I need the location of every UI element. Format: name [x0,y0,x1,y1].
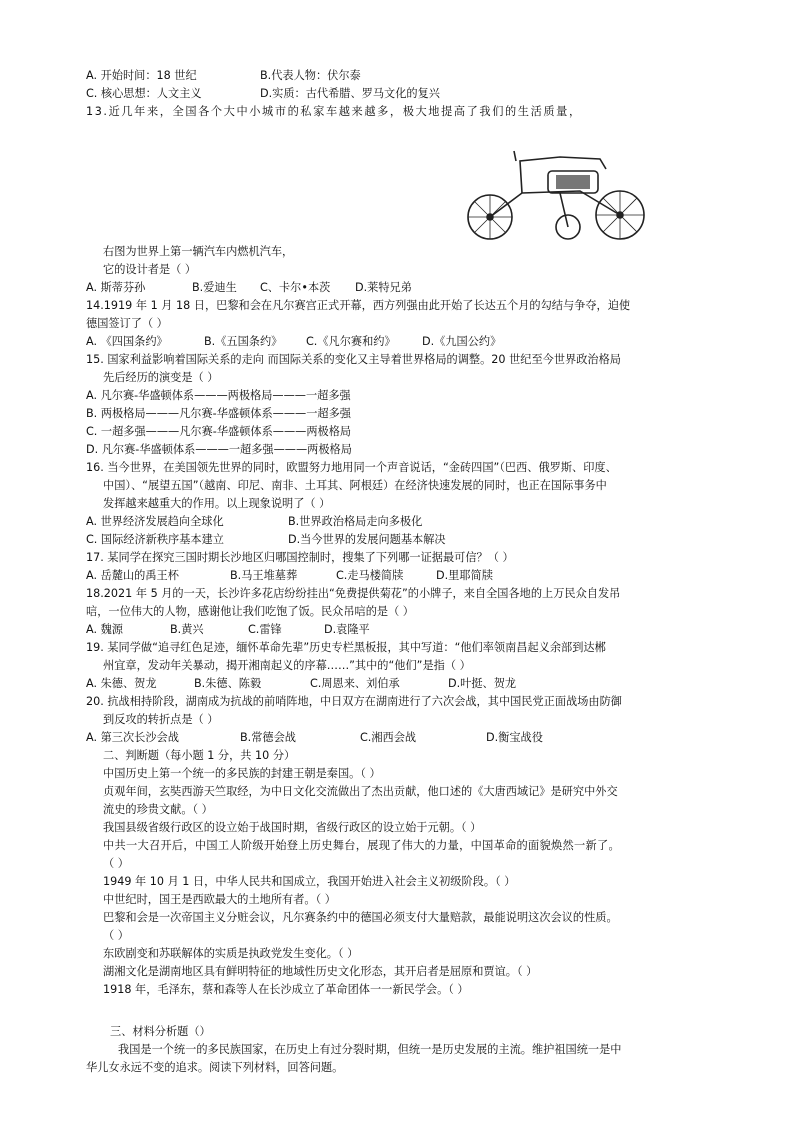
judge-item-4-line-1: 中共一大召开后，中国工人阶级开始登上历史舞台，展现了伟大的力量，中国革命的面貌焕然一新了。 [103,839,620,852]
q14-line-2: 德国签订了（ ） [86,317,168,330]
q13-line-3: 它的设计者是（ ） [103,263,197,276]
q18-option-a: A. 魏源 [86,623,123,636]
judge-item-5: 1949 年 10 月 1 日，中华人民共和国成立，我国开始进入社会主义初级阶段。（ ） [103,875,516,888]
q15-option-b: B. 两极格局———凡尔赛-华盛顿体系———一超多强 [86,407,351,420]
q13-options [86,280,412,295]
q19-option-a: A. 朱德、贺龙 [86,677,157,690]
q15-option-c: C. 一超多强———凡尔赛-华盛顿体系———两极格局 [86,425,352,438]
q20-line-2: 到反攻的转折点是（ ） [103,713,219,726]
q17-option-d: D.里耶简牍 [436,569,493,582]
q17-options [86,568,493,583]
q19-line-1: 19. 某同学做“追寻红色足迹，缅怀革命先辈”历史专栏黑板报，其中写道：“他们率领南昌起义余部到达郴 [86,641,606,654]
q12-option-row-1 [86,68,361,83]
q19-option-b: B.朱德、陈毅 [194,677,262,690]
q16-options-row-2 [86,532,446,547]
q12-option-a: A. 开始时间：18 世纪 [86,69,197,82]
q13-option-b: B.爱迪生 [192,281,237,294]
judge-item-7-line-1: 巴黎和会是一次帝国主义分赃会议，凡尔赛条约中的德国必须支付大量赔款，最能说明这次会议的性质。 [103,911,618,924]
q19-line-2: 州宜章，发动年关暴动，揭开湘南起义的序幕……”其中的“他们”是指（ ） [103,659,471,672]
judge-item-7-line-2: （ ） [103,929,129,942]
q20-option-a: A. 第三次长沙会战 [86,731,179,744]
material-paragraph-line-1: 我国是一个统一的多民族国家，在历史上有过分裂时期，但统一是历史发展的主流。维护祖国统一是中 [118,1043,622,1056]
q16-option-a: A. 世界经济发展趋向全球化 [86,515,224,528]
judge-heading: 二、判断题（每小题 1 分，共 10 分） [103,749,296,762]
q19-options [86,676,516,691]
q12-option-b: B.代表人物：伏尔泰 [260,69,361,82]
q16-option-d: D.当今世界的发展问题基本解决 [288,533,446,546]
q15-line-2: 先后经历的演变是（ ） [103,371,219,384]
q17-option-c: C.走马楼简牍 [336,569,404,582]
judge-item-2-line-2: 流史的珍贵文献。（ ） [103,803,213,816]
q13-option-c: C、卡尔•本茨 [260,281,331,294]
q17-option-b: B.马王堆墓葬 [230,569,298,582]
q20-option-d: D.衡宝战役 [486,731,543,744]
q20-option-b: B.常德会战 [240,731,296,744]
q14-option-c: C.《凡尔赛和约》 [306,335,396,348]
q16-line-2: 中国）、“展望五国”（越南、印尼、南非、土耳其、阿根廷）在经济快速发展的同时，也正在国际事务中 [103,479,607,492]
q19-option-c: C.周恩来、刘伯承 [310,677,400,690]
material-paragraph-line-2: 华儿女永远不变的追求。阅读下列材料，回答问题。 [86,1061,344,1074]
benz-car-image [460,147,660,241]
q12-option-d: D.实质：古代希腊、罗马文化的复兴 [260,87,440,100]
q16-option-c: C. 国际经济新秩序基本建立 [86,533,224,546]
q16-line-3: 发挥越来越重大的作用。以上现象说明了（ ） [103,497,331,510]
q15-option-d: D. 凡尔赛-华盛顿体系———一超多强———两极格局 [86,443,352,456]
q20-options [86,730,543,745]
q13-stem: 13.近几年来，全国各个大中小城市的私家车越来越多，极大地提高了我们的生活质量， [86,105,582,118]
judge-item-4-line-2: （ ） [103,857,129,870]
judge-item-6: 中世纪时，国王是西欧最大的土地所有者。（ ） [103,893,336,906]
q18-options [86,622,370,637]
q13-option-a: A. 斯蒂芬孙 [86,281,146,294]
judge-item-3: 我国县级省级行政区的设立始于战国时期，省级行政区的设立始于元朝。（ ） [103,821,482,834]
q17-line-1: 17. 某同学在探究三国时期长沙地区归哪国控制时，搜集了下列哪一证据最可信？（ ） [86,551,514,564]
q18-option-c: C.雷锋 [248,623,282,636]
judge-item-1: 中国历史上第一个统一的多民族的封建王朝是秦国。（ ） [103,767,381,780]
q18-option-b: B.黄兴 [170,623,204,636]
q17-option-a: A. 岳麓山的禹王杯 [86,569,179,582]
q13-option-d: D.莱特兄弟 [355,281,412,294]
q20-line-1: 20. 抗战相持阶段，湖南成为抗战的前哨阵地，中日双方在湖南进行了六次会战，其中国民党正面战场由防御 [86,695,622,708]
judge-item-2-line-1: 贞观年间，玄奘西游天竺取经，为中日文化交流做出了杰出贡献，他口述的《大唐西域记》是研究中外交 [103,785,618,798]
judge-item-10: 1918 年，毛泽东，蔡和森等人在长沙成立了革命团体一一新民学会。（ ） [103,983,469,996]
q12-option-row-2 [86,86,440,101]
material-heading: 三、材料分析题（） [110,1025,211,1038]
q16-line-1: 16. 当今世界，在美国领先世界的同时，欧盟努力地用同一个声音说话，“金砖四国”（巴西、俄罗斯、印度、 [86,461,617,474]
q14-option-a: A. 《四国条约》 [86,335,168,348]
q18-option-d: D.袁隆平 [324,623,370,636]
q14-line-1: 14.1919 年 1 月 18 日，巴黎和会在凡尔赛宫正式开幕，西方列强由此开始了长达五个月的勾结与争夺，迫使 [86,299,631,312]
q19-option-d: D.叶挺、贺龙 [448,677,517,690]
q18-line-2: 唁，一位伟大的人物，感谢他让我们吃饱了饭。民众吊唁的是（ ） [86,605,414,618]
q16-option-b: B.世界政治格局走向多极化 [288,515,423,528]
q14-option-b: B.《五国条约》 [204,335,283,348]
q15-option-a: A. 凡尔赛-华盛顿体系———两极格局———一超多强 [86,389,351,402]
q15-line-1: 15. 国家利益影响着国际关系的走向 而国际关系的变化又主导着世界格局的调整。20 世纪至今世界政治格局 [86,353,621,366]
judge-item-8: 东欧剧变和苏联解体的实质是执政党发生变化。（ ） [103,947,359,960]
q16-options-row-1 [86,514,422,529]
q18-line-1: 18.2021 年 5 月的一天，长沙许多花店纷纷挂出“免费提供菊花”的小牌子，来自全国各地的上万民众自发吊 [86,587,621,600]
q20-option-c: C.湘西会战 [360,731,417,744]
q13-line-2: 右图为世界上第一辆汽车内燃机汽车， [103,245,294,258]
judge-item-9: 湖湘文化是湖南地区具有鲜明特征的地域性历史文化形态，其开启者是屈原和贾谊。（ ） [103,965,538,978]
q14-options [86,334,501,349]
q14-option-d: D.《九国公约》 [422,335,502,348]
q12-option-c: C. 核心思想：人文主义 [86,87,202,100]
